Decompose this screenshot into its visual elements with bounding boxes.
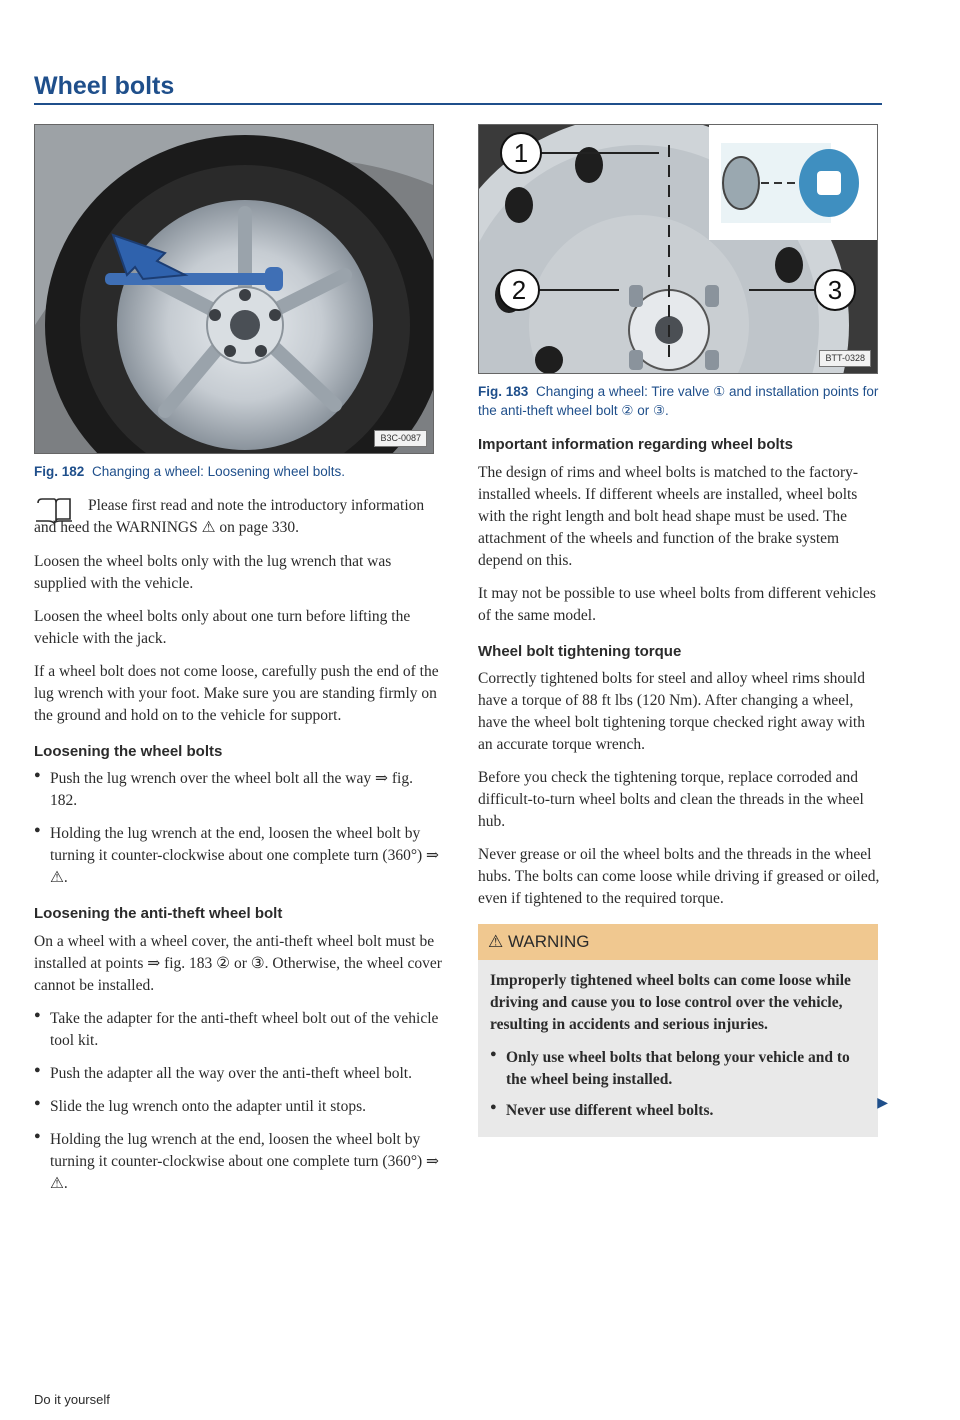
- paragraph: It may not be possible to use wheel bolts from different vehicles of the same model.: [478, 584, 876, 624]
- callout-1: 1: [513, 138, 529, 168]
- bullet-list: [34, 768, 442, 889]
- list-item: ● Holding the lug wrench at the end, loosen the wheel bolt by turning it counter-clockwise about one complete turn (360°) ⇒ ⚠.: [34, 1129, 442, 1195]
- callout-3: 3: [827, 275, 843, 305]
- wheel-photo-illustration: [35, 125, 433, 453]
- caption-text: Changing a wheel: Tire valve ① and installation points for the anti-theft wheel bolt ② or ③.: [478, 384, 879, 419]
- figure-182-wheel-photo: [34, 124, 434, 454]
- caption-text: Changing a wheel: Loosening wheel bolts.: [92, 464, 345, 479]
- book-icon: [34, 497, 74, 525]
- right-column: [478, 124, 888, 1137]
- paragraph: The design of rims and wheel bolts is matched to the factory-installed wheels. If different wheels are installed, wheel bolts with the right length and bolt head shape must be used. The attachment of the wheels and function of the brake system depend on this.: [478, 463, 859, 569]
- title-rule: [34, 103, 882, 105]
- paragraph: Loosen the wheel bolts only about one turn before lifting the vehicle with the jack.: [34, 608, 411, 648]
- list-item: ● Holding the lug wrench at the end, loosen the wheel bolt by turning it counter-clockwise about one complete turn (360°) ⇒ ⚠.: [34, 823, 442, 889]
- paragraph: If a wheel bolt does not come loose, carefully push the end of the lug wrench with your foot. Make sure you are standing firmly on the ground and hold on to the vehicle for support.: [34, 663, 439, 725]
- bullet-list: [34, 1008, 442, 1195]
- figure-183-wheel-diagram: [478, 124, 878, 374]
- warning-item: ● Never use different wheel bolts.: [490, 1100, 866, 1122]
- list-item: ● Push the lug wrench over the wheel bolt all the way ⇒ fig. 182.: [34, 768, 442, 812]
- section-heading: Wheel bolt tightening torque: [478, 642, 682, 660]
- warning-item: ● Only use wheel bolts that belong your vehicle and to the wheel being installed.: [490, 1047, 866, 1091]
- page-title: Wheel bolts: [34, 72, 175, 100]
- warning-text: Improperly tightened wheel bolts can come loose while driving and cause you to lose control over the vehicle, resulting in accidents and serious injuries.: [490, 972, 851, 1034]
- figure-code: B3C-0087: [374, 430, 427, 447]
- figure-label: Fig. 182: [34, 464, 85, 479]
- figure-183-caption: [478, 382, 882, 420]
- steel-wheel-illustration: [479, 125, 877, 373]
- section-heading: Loosening the wheel bolts: [34, 743, 223, 761]
- page-footer: Do it yourself: [34, 1392, 110, 1407]
- warning-title: ⚠ WARNING: [478, 924, 878, 960]
- paragraph: Loosen the wheel bolts only with the lug wrench that was supplied with the vehicle.: [34, 553, 392, 593]
- paragraph: On a wheel with a wheel cover, the anti-theft wheel bolt must be installed at points ⇒ fig. 183 ② or ③. Otherwise, the wheel cover cannot be installed.: [34, 932, 442, 994]
- warning-list: [490, 1047, 888, 1122]
- intro-text: Please first read and note the introductory information and heed the WARNINGS ⚠ on page 330.: [34, 497, 425, 537]
- list-item: ● Push the adapter all the way over the anti-theft wheel bolt.: [34, 1063, 442, 1085]
- section-heading: Loosening the anti-theft wheel bolt: [34, 905, 283, 923]
- figure-code: BTT-0328: [819, 350, 871, 367]
- section-heading: Important information regarding wheel bolts: [478, 436, 794, 454]
- list-item: ● Slide the lug wrench onto the adapter until it stops.: [34, 1096, 442, 1118]
- warning-box: [478, 924, 888, 1137]
- callout-2: 2: [511, 275, 527, 305]
- paragraph: Correctly tightened bolts for steel and alloy wheel rims should have a torque of 88 ft lbs (120 Nm). After changing a wheel, have the wheel bolt tightening torque checked right away with an accurate torque wrench.: [478, 669, 865, 753]
- paragraph: Never grease or oil the wheel bolts and the threads in the wheel hubs. The bolts can come loose while driving if greased or oiled, even if tightened to the required torque.: [478, 845, 880, 907]
- paragraph: Before you check the tightening torque, replace corroded and difficult-to-turn wheel bolts and clean the threads in the wheel hub.: [478, 768, 864, 830]
- continue-arrow-icon: ▶: [877, 1096, 888, 1112]
- intro-note: [34, 495, 442, 539]
- list-item: ● Take the adapter for the anti-theft wheel bolt out of the vehicle tool kit.: [34, 1008, 442, 1052]
- warning-body: [478, 960, 888, 1137]
- figure-182-caption: [34, 462, 442, 481]
- left-column: [34, 124, 442, 1206]
- figure-label: Fig. 183: [478, 384, 529, 399]
